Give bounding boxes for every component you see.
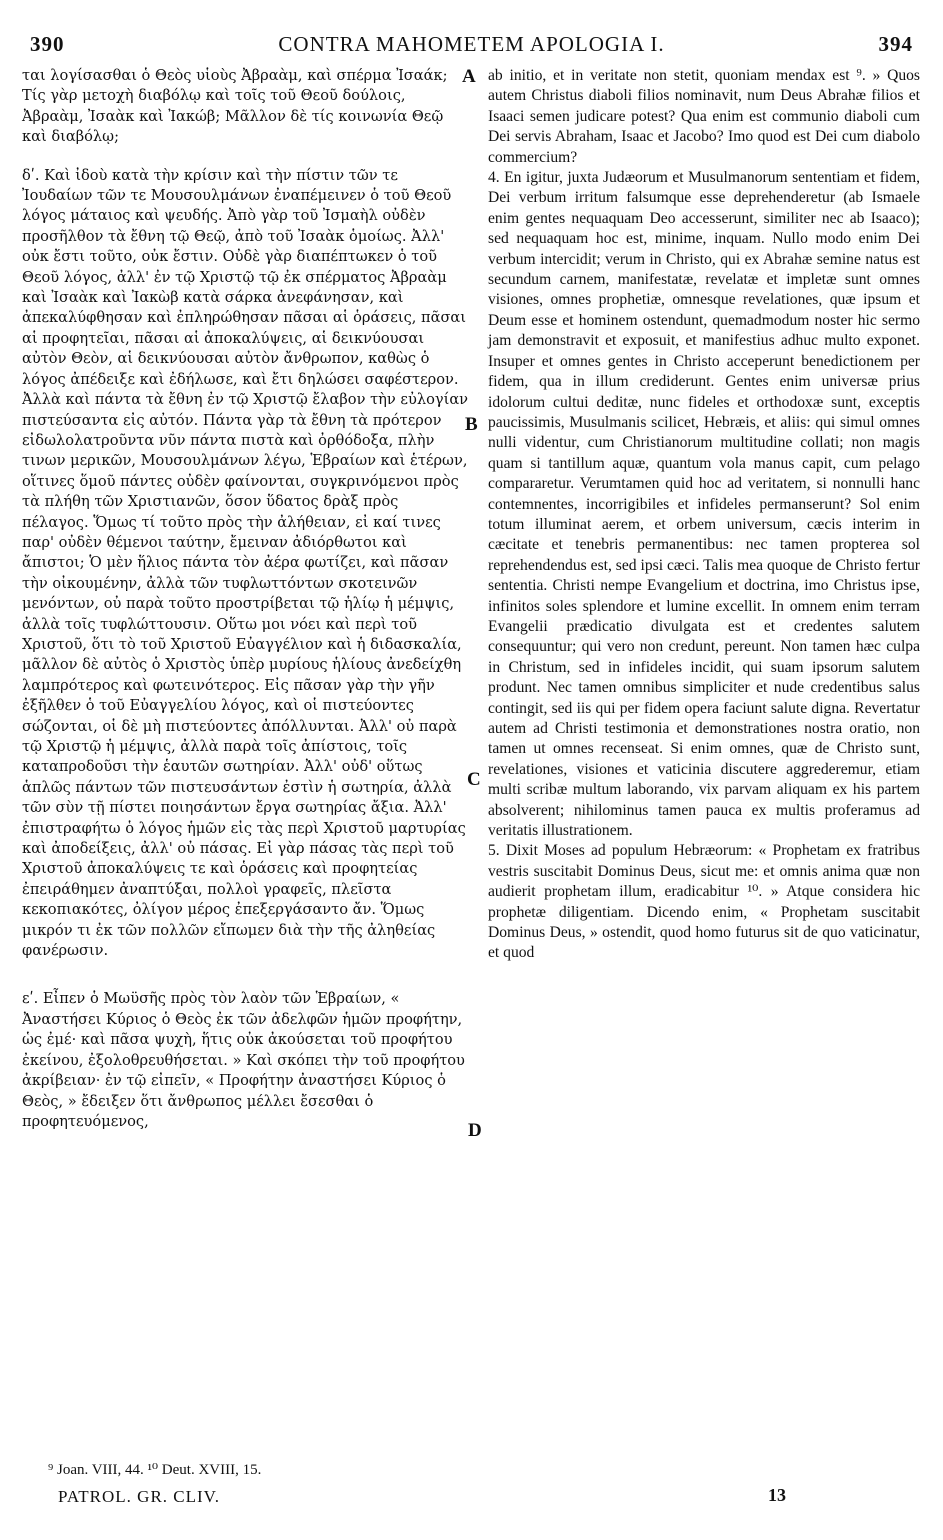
latin-paragraph-2: 4. En igitur, juxta Judæorum et Musulmanorum sententiam et fidem, Dei verbum irritum falsumque esse deprehenderetur (ab Ismaele enim gentes nequaquam Deo accesserunt, similiter nec ab Isaaco); sed nequaquam hoc est, minime, inquam. Nullo modo enim Dei verbum intercidit; verum in Christo, qui ex Abrahæ semine natus est secundum carnem, manifestatæ, revelatæ et impletæ sunt omnes visiones, omnes prophetiæ, omnesque revelationes, quæ ipsum et Deum esse et hominem ostendunt, quemadmodum noster hic sermo jam demonstravit et exposuit, et manifestius adhuc multo exponet. Insuper et omnes gentes in Christo acceperunt benedictionem per fidem, qua in illum crediderunt. Gentes enim universæ prius idolorum cultui deditæ, nunc fideles et orthodoxæ sunt, exceptis paucissimis, Musulmanis scilicet, Hebræis, et aliis: qui simul omnes nulli videntur, cum Christianorum multitudine collati; non magis quam si tantillum aquæ, quantum vola manus capit, cum pelago compararetur. Verumtamen quid hoc ad veritatem, si nonnulli hanc contemnentes, incorrigibiles et infideles permanserunt? Sol enim totum illuminat aerem, et orbem universum, cæcis interim in cæcitate et tenebris permanentibus: nec tamen propterea sol reprehendendus est, sed ipsi cæci. Talis mea quoque de Christo fertur sententia. Christi nempe Evangelium et doctrina, imo Christus ipse, infinitos soles splendore et lumine excellit. In omnem enim terram Evangelii prædicatio divulgata est et credentes salutem consequuntur; qui vero non credunt, pereunt. Non tamen hæc culpa in Christum, sed in infideles incidit, qui suam ipsorum salutem produnt. Nec tamen omnibus simpliciter et nude credentibus salus contingit, sed iis qui per fidem opera faciunt salute digna. Revertatur autem ad Christi testimonia et demonstrationes nostra oratio, non tamen ut omnes recenseat. Si enim omnes, quæ de Christo sunt, revelationes, visiones et vaticinia discutere aggrederemur, etiam multi scribæ multum laborando, vix parvam aliquam ex his partem absolverent; nihilominus tamen pauca ex multis proferamus ad veritatis illustrationem. [488,169,920,840]
margin-marker-b: B [465,414,478,435]
greek-paragraph-3: εʹ. Εἶπεν ὁ Μωϋσῆς πρὸς τὸν λαὸν τῶν Ἑβραίων, « Ἀναστήσει Κύριος ὁ Θεὸς ἐκ τῶν ἀδελφῶν ἡμῶν προφήτην, ὡς ἐμέ· καὶ πᾶσα ψυχὴ, ἥτις οὐκ ἀκούσεται τοῦ προφήτου ἐκείνου, ἐξολοθρευθήσεται. » Καὶ σκόπει τὴν τοῦ προφήτου ἀκρίβειαν· ἐν τῷ εἰπεῖν, « Προφήτην ἀναστήσει Κύριος ὁ Θεὸς, » ἔδειξεν ὅτι ἄνθρωπος μέλλει ἔσεσθαι ὁ προφητευόμενος, [22,990,465,1130]
greek-column [22,66,469,1132]
left-page-number: 390 [30,32,65,56]
latin-paragraph-1: ab initio, et in veritate non stetit, quoniam mendax est ⁹. » Quos autem Christus diaboli filios nominavit, num Deus Abrahæ filios et Isaaci semen judicare potest? Qua enim est communio diaboli cum Dei servis Abraham, Isaac et Jacobo? Imo quod est Dei cum diabolo commercium? [488,67,920,166]
margin-marker-d: D [468,1120,482,1141]
margin-marker-a: A [462,66,476,87]
latin-column [488,66,920,964]
running-header [30,32,913,64]
signature-line: PATROL. GR. CLIV. [58,1487,221,1506]
greek-paragraph-1: ται λογίσασθαι ὁ Θεὸς υἱοὺς Ἀβραὰμ, καὶ σπέρμα Ἰσαάκ; Τίς γὰρ μετοχὴ διαβόλῳ καὶ τοῖς τοῦ Θεοῦ δούλοις, Ἀβραὰμ, Ἰσαὰκ καὶ Ἰακώβ; Μᾶλλον δὲ τίς κοινωνία Θεῷ καὶ διαβόλῳ; [22,67,448,146]
margin-marker-c: C [467,769,481,790]
latin-paragraph-3: 5. Dixit Moses ad populum Hebræorum: « Prophetam ex fratribus vestris suscitabit Dominus Deus, sicut me: et omnis anima quæ non audierit prophetam illum, eradicabitur ¹⁰. » Atque considera hic prophetæ diligentiam. Dicendo enim, « Prophetam suscitabit Dominus Deus, » ostendit, quod homo futurus sit de quo vaticinatur, et quod [488,842,920,962]
right-page-number: 394 [878,32,913,56]
footnotes: ⁹ Joan. VIII, 44. ¹⁰ Deut. XVIII, 15. [48,1462,262,1478]
greek-paragraph-2: δʹ. Καὶ ἰδοὺ κατὰ τὴν κρίσιν καὶ τὴν πίστιν τῶν τε Ἰουδαίων τῶν τε Μουσουλμάνων ἐναπέμεινεν ὁ τοῦ Θεοῦ λόγος μάταιος καὶ ψευδής. Ἀπὸ γὰρ τοῦ Ἰσμαὴλ οὐδὲν προσῆλθον τὰ ἔθνη τῷ Θεῷ, ἀπὸ τοῦ Ἰσαὰκ ὁμοίως. Ἀλλ' οὐκ ἔστι τοῦτο, οὐκ ἔστιν. Οὐδὲ γὰρ διαπέπτωκεν ὁ τοῦ Θεοῦ λόγος, ἀλλ' ἐν τῷ Χριστῷ τῷ ἐκ σπέρματος Ἀβραὰμ καὶ Ἰσαὰκ καὶ Ἰακὼβ κατὰ σάρκα ἀνεφάνησαν, καὶ ἀπεκαλύφθησαν καὶ ἐπληρώθησαν πᾶσαι αἱ ὁράσεις, πᾶσαι αἱ προφητεῖαι, πᾶσαι αἱ ἀποκαλύψεις, αἱ δεικνύουσαι αὐτὸν Θεὸν, αἱ δεικνύουσαι αὐτὸν ἄνθρωπον, καθὼς ὁ λόγος ἀπέδειξε καὶ ἐδήλωσε, καὶ ἔτι δηλώσει σαφέστερον. Ἀλλὰ καὶ πάντα τὰ ἔθνη ἐν τῷ Χριστῷ ἔλαβον τὴν εὐλογίαν πιστεύσαντα εἰς αὐτόν. Πάντα γὰρ τὰ ἔθνη τὰ πρότερον εἰδωλολατροῦντα νῦν πάντα πιστὰ καὶ ὀρθόδοξα, πλὴν τινων μερικῶν, Μουσουλμάνων λέγω, Ἑβραίων καὶ ἑτέρων, οἵτινες ὅμοῦ πάντες οὐδὲν φαίνονται, συγκρινόμενοι πρὸς τὰ πλήθη τῶν Χριστιανῶν, ὅσον ὕδατος δρὰξ πρὸς πέλαγος. Ὅμως τί τοῦτο πρὸς τὴν ἀλήθειαν, εἰ καί τινες παρ' οὐδὲν θέμενοι ταύτην, ἔμειναν ἀδιόρθωτοι καὶ ἄπιστοι; Ὁ μὲν ἥλιος πάντα τὸν ἀέρα φωτίζει, καὶ πᾶσαν τὴν οἰκουμένην, ἀλλὰ τῶν τυφλωττόντων σκοτεινῶν μενόντων, οὐ παρὰ τοῦτο προστρίβεται τῷ ἡλίῳ ἡ μέμψις, ἀλλὰ τοῖς τυφλώττουσιν. Οὕτω μοι νόει καὶ περὶ τοῦ Χριστοῦ, ὅτι τὸ τοῦ Χριστοῦ Εὐαγγέλιον καὶ ἡ διδασκαλία, μᾶλλον δὲ αὐτὸς ὁ Χριστὸς ὑπὲρ μυρίους ἡλίους ἀνεδείχθη λαμπρότερος καὶ φωτεινότερος. Εἰς πᾶσαν γὰρ τὴν γῆν ἐξῆλθεν ὁ τοῦ Εὐαγγελίου λόγος, καὶ οἱ πιστεύοντες σώζονται, οἱ δὲ μὴ πιστεύοντες ἀπόλλυνται. Ἀλλ' οὐ παρὰ τῷ Χριστῷ ἡ μέμψις, ἀλλὰ παρὰ τοῖς ἀπίστοις, τοῖς καταπροδοῦσι τὴν ἑαυτῶν σωτηρίαν. Ἀλλ' οὐδ' οὕτως ἁπλῶς πάντων τῶν πιστευσάντων ἐστὶν ἡ σωτηρία, ἀλλὰ τῶν σὺν τῇ πίστει ποιησάντων ἔργα σωτηρίας ἄξια. Ἀλλ' ἐπιστραφήτω ὁ λόγος ἡμῶν εἰς τὰς περὶ Χριστοῦ μαρτυρίας καὶ ἀποδείξεις, ἀλλ' οὐ πάσας. Εἰ γὰρ πάσας τὰς περὶ τοῦ Χριστοῦ ἀποκαλύψεις τε καὶ ὁράσεις καὶ προφητείας ἐπειράθημεν ἀναπτύξαι, πολλοὶ γραφεῖς, πλεῖστα κεκοπιακότες, ὀλίγον μέρος ἐπεξεργάσαντο ἄν. Ὅμως μικρόν τι ἐκ τῶν πολλῶν εἴπωμεν διὰ τὴν τῆς ἀληθείας φανέρωσιν. [22,166,469,960]
signature-number: 13 [768,1485,786,1505]
page-title: CONTRA MAHOMETEM APOLOGIA I. [278,32,665,56]
